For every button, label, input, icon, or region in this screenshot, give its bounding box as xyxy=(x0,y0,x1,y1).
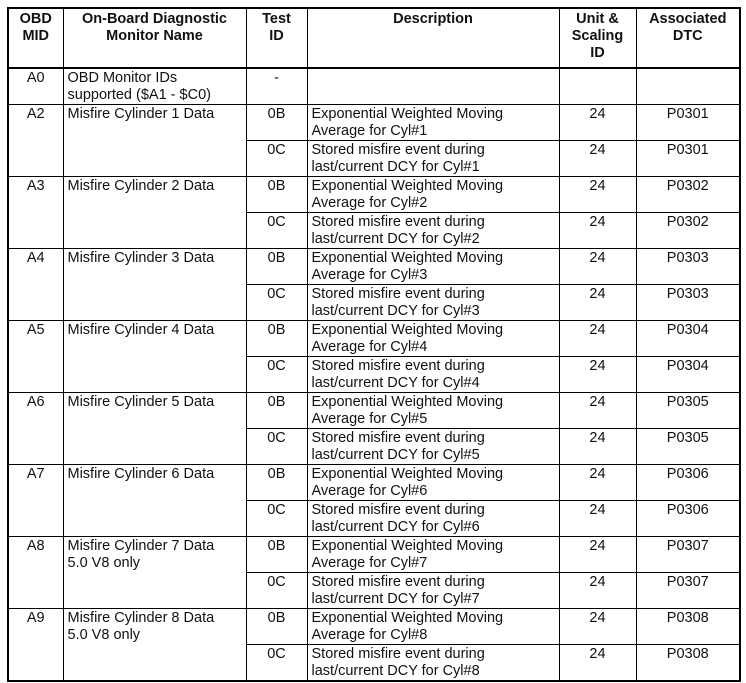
monitor-name-line-1: Misfire Cylinder 3 Data xyxy=(67,250,215,266)
test-id-cell: 0C xyxy=(246,645,307,682)
obd-mid-cell: A7 xyxy=(8,465,63,537)
monitor-name-cell xyxy=(63,68,246,105)
table-row xyxy=(8,68,740,105)
description-line-1: Stored misfire event during xyxy=(311,286,485,302)
description-cell xyxy=(307,105,559,141)
unit-scaling-cell: 24 xyxy=(559,537,636,573)
description-line-2: last/current DCY for Cyl#3 xyxy=(311,303,480,319)
associated-dtc-cell: P0304 xyxy=(636,321,740,357)
header-monitor-name xyxy=(63,8,246,68)
obd-mid-cell: A0 xyxy=(8,68,63,105)
header-description xyxy=(307,8,559,68)
table-row xyxy=(8,321,740,357)
table-container xyxy=(7,7,741,682)
obd-mid-cell: A6 xyxy=(8,393,63,465)
description-line-1: Stored misfire event during xyxy=(311,430,485,446)
associated-dtc-cell: P0303 xyxy=(636,285,740,321)
monitor-name-line-1: Misfire Cylinder 1 Data xyxy=(67,106,215,122)
description-cell xyxy=(307,501,559,537)
description-line-1: Exponential Weighted Moving xyxy=(311,538,504,554)
description-line-1: Stored misfire event during xyxy=(311,214,485,230)
description-line-2: Average for Cyl#1 xyxy=(311,123,428,139)
associated-dtc-cell xyxy=(636,68,740,105)
monitor-name-cell xyxy=(63,393,246,465)
table-row xyxy=(8,177,740,213)
table-row xyxy=(8,609,740,645)
test-id-cell: 0C xyxy=(246,429,307,465)
description-cell xyxy=(307,177,559,213)
test-id-cell: 0C xyxy=(246,357,307,393)
description-cell xyxy=(307,465,559,501)
description-line-1: Stored misfire event during xyxy=(311,574,485,590)
unit-scaling-cell: 24 xyxy=(559,177,636,213)
test-id-cell: 0B xyxy=(246,177,307,213)
test-id-cell: 0B xyxy=(246,609,307,645)
header-test-id-line-1: Test xyxy=(262,11,291,27)
description-cell xyxy=(307,393,559,429)
unit-scaling-cell: 24 xyxy=(559,573,636,609)
description-line-1: Stored misfire event during xyxy=(311,358,485,374)
unit-scaling-cell: 24 xyxy=(559,105,636,141)
description-cell xyxy=(307,321,559,357)
associated-dtc-cell: P0307 xyxy=(636,573,740,609)
description-cell xyxy=(307,285,559,321)
test-id-cell: 0B xyxy=(246,537,307,573)
unit-scaling-cell: 24 xyxy=(559,609,636,645)
description-line-2: last/current DCY for Cyl#2 xyxy=(311,231,480,247)
test-id-cell: 0B xyxy=(246,321,307,357)
table-row xyxy=(8,537,740,573)
associated-dtc-cell: P0308 xyxy=(636,645,740,682)
description-line-2: last/current DCY for Cyl#8 xyxy=(311,663,480,679)
description-cell xyxy=(307,537,559,573)
associated-dtc-cell: P0302 xyxy=(636,213,740,249)
test-id-cell: - xyxy=(246,68,307,105)
monitor-name-line-2: 5.0 V8 only xyxy=(67,555,141,571)
associated-dtc-cell: P0306 xyxy=(636,465,740,501)
test-id-cell: 0B xyxy=(246,393,307,429)
unit-scaling-cell: 24 xyxy=(559,645,636,682)
unit-scaling-cell: 24 xyxy=(559,465,636,501)
associated-dtc-cell: P0301 xyxy=(636,141,740,177)
monitor-name-line-1: Misfire Cylinder 2 Data xyxy=(67,178,215,194)
header-obd-mid-line-1: OBD xyxy=(19,11,52,27)
description-line-2: last/current DCY for Cyl#1 xyxy=(311,159,480,175)
description-line-2: last/current DCY for Cyl#7 xyxy=(311,591,480,607)
description-line-1: Exponential Weighted Moving xyxy=(311,178,504,194)
monitor-name-line-1: Misfire Cylinder 7 Data xyxy=(67,538,215,554)
monitor-name-cell xyxy=(63,321,246,393)
header-unit-scaling xyxy=(559,8,636,68)
description-line-2: last/current DCY for Cyl#6 xyxy=(311,519,480,535)
monitor-name-line-1: Misfire Cylinder 4 Data xyxy=(67,322,215,338)
description-line-2: last/current DCY for Cyl#5 xyxy=(311,447,480,463)
monitor-name-line-1: OBD Monitor IDs xyxy=(67,70,178,86)
description-cell xyxy=(307,68,559,105)
associated-dtc-cell: P0306 xyxy=(636,501,740,537)
unit-scaling-cell: 24 xyxy=(559,501,636,537)
description-cell xyxy=(307,249,559,285)
description-line-1: Exponential Weighted Moving xyxy=(311,610,504,626)
header-row xyxy=(8,8,740,68)
description-line-1: Exponential Weighted Moving xyxy=(311,106,504,122)
associated-dtc-cell: P0307 xyxy=(636,537,740,573)
header-associated-dtc xyxy=(636,8,740,68)
monitor-name-line-1: Misfire Cylinder 6 Data xyxy=(67,466,215,482)
associated-dtc-cell: P0305 xyxy=(636,393,740,429)
test-id-cell: 0B xyxy=(246,249,307,285)
obd-mid-cell: A8 xyxy=(8,537,63,609)
unit-scaling-cell: 24 xyxy=(559,429,636,465)
description-cell xyxy=(307,573,559,609)
header-unit-scaling-line-2: Scaling xyxy=(571,28,624,44)
obd-monitor-table xyxy=(7,7,741,682)
description-cell xyxy=(307,609,559,645)
monitor-name-line-2: supported ($A1 - $C0) xyxy=(67,87,211,103)
unit-scaling-cell: 24 xyxy=(559,393,636,429)
description-line-2: Average for Cyl#4 xyxy=(311,339,428,355)
unit-scaling-cell: 24 xyxy=(559,285,636,321)
description-line-2: Average for Cyl#7 xyxy=(311,555,428,571)
test-id-cell: 0C xyxy=(246,213,307,249)
description-line-1: Stored misfire event during xyxy=(311,646,485,662)
monitor-name-cell xyxy=(63,609,246,682)
header-monitor-name-line-1: On-Board Diagnostic xyxy=(81,11,227,27)
header-monitor-name-line-2: Monitor Name xyxy=(106,28,203,44)
description-line-2: Average for Cyl#3 xyxy=(311,267,428,283)
table-row xyxy=(8,393,740,429)
description-line-1: Exponential Weighted Moving xyxy=(311,322,504,338)
test-id-cell: 0B xyxy=(246,465,307,501)
unit-scaling-cell: 24 xyxy=(559,249,636,285)
test-id-cell: 0C xyxy=(246,501,307,537)
test-id-cell: 0C xyxy=(246,285,307,321)
associated-dtc-cell: P0303 xyxy=(636,249,740,285)
header-obd-mid-line-2: MID xyxy=(22,28,50,44)
obd-mid-cell: A4 xyxy=(8,249,63,321)
associated-dtc-cell: P0304 xyxy=(636,357,740,393)
header-obd-mid xyxy=(8,8,63,68)
table-row xyxy=(8,465,740,501)
table-row xyxy=(8,249,740,285)
monitor-name-cell xyxy=(63,537,246,609)
unit-scaling-cell: 24 xyxy=(559,357,636,393)
description-line-2: Average for Cyl#2 xyxy=(311,195,428,211)
table-row xyxy=(8,105,740,141)
unit-scaling-cell: 24 xyxy=(559,321,636,357)
test-id-cell: 0C xyxy=(246,573,307,609)
description-cell xyxy=(307,213,559,249)
monitor-name-line-1: Misfire Cylinder 8 Data xyxy=(67,610,215,626)
description-line-1: Stored misfire event during xyxy=(311,502,485,518)
description-line-1: Stored misfire event during xyxy=(311,142,485,158)
associated-dtc-cell: P0302 xyxy=(636,177,740,213)
description-cell xyxy=(307,141,559,177)
description-line-1: Exponential Weighted Moving xyxy=(311,466,504,482)
monitor-name-cell xyxy=(63,465,246,537)
monitor-name-cell xyxy=(63,177,246,249)
associated-dtc-cell: P0305 xyxy=(636,429,740,465)
obd-mid-cell: A2 xyxy=(8,105,63,177)
monitor-name-line-2: 5.0 V8 only xyxy=(67,627,141,643)
monitor-name-cell xyxy=(63,105,246,177)
obd-mid-cell: A3 xyxy=(8,177,63,249)
test-id-cell: 0B xyxy=(246,105,307,141)
description-line-1: Exponential Weighted Moving xyxy=(311,394,504,410)
obd-mid-cell: A5 xyxy=(8,321,63,393)
description-cell xyxy=(307,357,559,393)
description-line-2: Average for Cyl#5 xyxy=(311,411,428,427)
description-cell xyxy=(307,429,559,465)
header-unit-scaling-line-3: ID xyxy=(590,45,605,61)
header-unit-scaling-line-1: Unit & xyxy=(576,11,619,27)
header-test-id-line-2: ID xyxy=(269,28,284,44)
header-description-line-1: Description xyxy=(393,11,473,27)
associated-dtc-cell: P0301 xyxy=(636,105,740,141)
monitor-name-line-1: Misfire Cylinder 5 Data xyxy=(67,394,215,410)
test-id-cell: 0C xyxy=(246,141,307,177)
description-cell xyxy=(307,645,559,682)
unit-scaling-cell: 24 xyxy=(559,213,636,249)
monitor-name-cell xyxy=(63,249,246,321)
header-test-id xyxy=(246,8,307,68)
unit-scaling-cell xyxy=(559,68,636,105)
header-associated-dtc-line-2: DTC xyxy=(672,28,703,44)
obd-mid-cell: A9 xyxy=(8,609,63,682)
unit-scaling-cell: 24 xyxy=(559,141,636,177)
header-associated-dtc-line-1: Associated xyxy=(649,11,727,27)
description-line-1: Exponential Weighted Moving xyxy=(311,250,504,266)
description-line-2: Average for Cyl#6 xyxy=(311,483,428,499)
description-line-2: last/current DCY for Cyl#4 xyxy=(311,375,480,391)
associated-dtc-cell: P0308 xyxy=(636,609,740,645)
description-line-2: Average for Cyl#8 xyxy=(311,627,428,643)
